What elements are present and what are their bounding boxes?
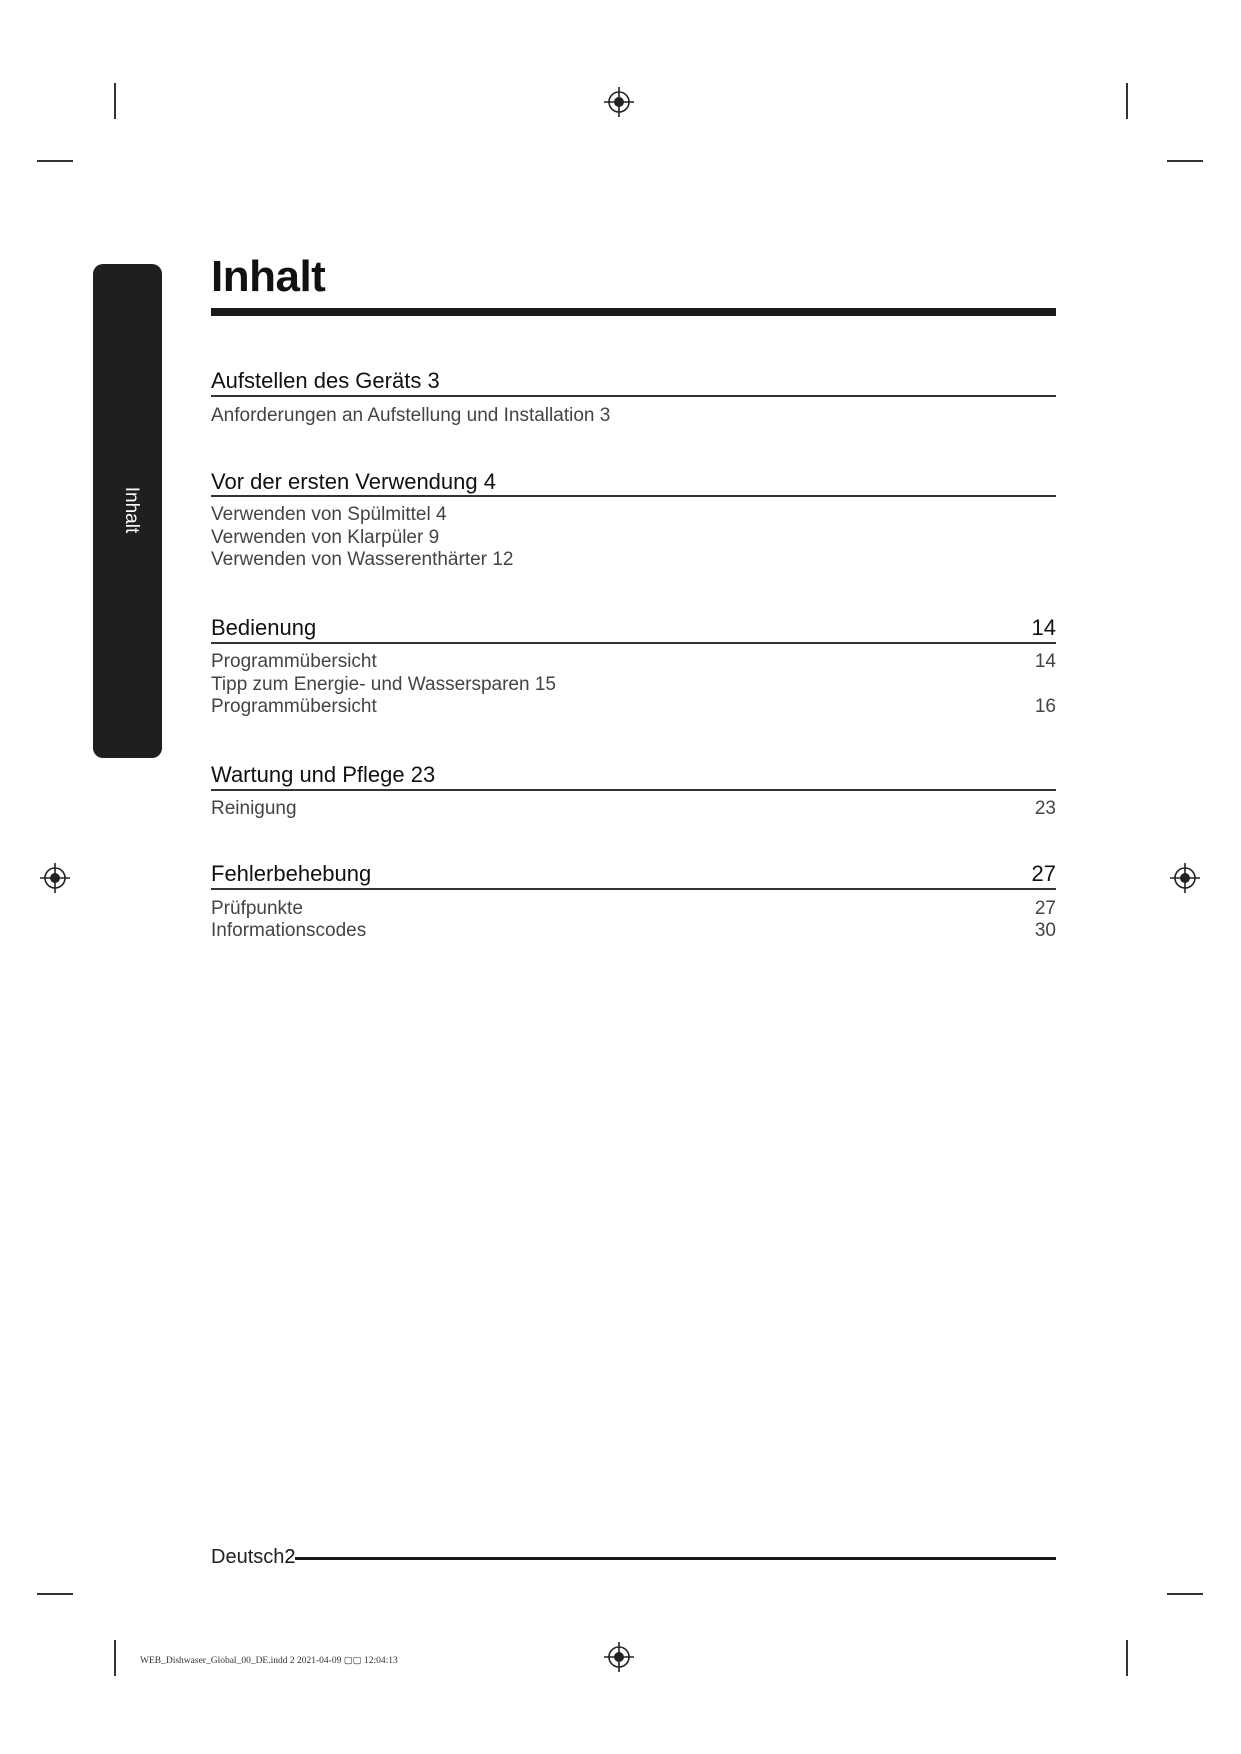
registration-mark-icon: [604, 87, 634, 117]
toc-section-heading[interactable]: [211, 368, 1056, 394]
toc-entry-title: Prüfpunkte: [211, 898, 303, 919]
page-footer: [211, 1546, 296, 1569]
toc-section-page: 27: [1031, 861, 1056, 886]
print-slug: WEB_Dishwaser_Global_00_DE.indd 2 2021-04-09 ▢▢ 12:04:13: [140, 1656, 398, 1666]
title-rule: [211, 308, 1056, 316]
crop-mark: [37, 1593, 73, 1595]
toc-entry-page: 23: [1034, 798, 1056, 819]
toc-entry-title: Programmübersicht: [211, 651, 377, 672]
toc-entry-title: Anforderungen an Aufstellung und Installation 3: [211, 405, 611, 426]
crop-mark: [114, 83, 116, 119]
section-rule: [211, 789, 1056, 791]
toc-entry-title: Verwenden von Klarpüler 9: [211, 527, 440, 548]
crop-mark: [37, 160, 73, 162]
toc-entry[interactable]: [211, 898, 1056, 920]
toc-entry-page: 14: [1034, 651, 1056, 672]
toc-entry-page: 16: [1034, 696, 1056, 717]
toc-entry-title: Reinigung: [211, 798, 297, 819]
toc-section-heading[interactable]: [211, 762, 1056, 788]
toc-entry-title: Tipp zum Energie- und Wassersparen 15: [211, 674, 556, 695]
crop-mark: [1126, 83, 1128, 119]
footer-page-number: 2: [284, 1546, 296, 1568]
toc-entry[interactable]: [211, 920, 1056, 942]
toc-entry[interactable]: [211, 527, 1056, 549]
toc-entry-page: 27: [1034, 898, 1056, 919]
crop-mark: [1167, 160, 1203, 162]
toc-section-page: 14: [1031, 615, 1056, 640]
crop-mark: [1167, 1593, 1203, 1595]
toc-entry-title: Verwenden von Wasserenthärter 12: [211, 549, 514, 570]
side-tab-label: Inhalt: [121, 486, 142, 534]
toc-entry-title: Programmübersicht: [211, 696, 377, 717]
toc-section-title: Bedienung: [211, 615, 317, 640]
section-rule: [211, 642, 1056, 644]
toc-section-heading[interactable]: [211, 469, 1056, 495]
toc-entry[interactable]: [211, 651, 1056, 673]
section-rule: [211, 395, 1056, 397]
toc-section-title: Vor der ersten Verwendung 4: [211, 469, 496, 494]
crop-mark: [114, 1640, 116, 1676]
toc-section-heading[interactable]: [211, 861, 1056, 887]
footer-rule: [295, 1557, 1056, 1560]
toc-entry-title: Informationscodes: [211, 920, 367, 941]
toc-section-title: Aufstellen des Geräts 3: [211, 368, 440, 393]
page-title: Inhalt: [211, 252, 326, 301]
section-rule: [211, 888, 1056, 890]
toc-section-title: Wartung und Pflege 23: [211, 762, 436, 787]
toc-entry[interactable]: [211, 504, 1056, 526]
toc-entry[interactable]: [211, 696, 1056, 718]
section-rule: [211, 495, 1056, 497]
toc-section-heading[interactable]: [211, 615, 1056, 641]
toc-entry-page: 30: [1034, 920, 1056, 941]
toc-entry[interactable]: [211, 674, 1056, 696]
footer-language: Deutsch: [211, 1546, 285, 1568]
registration-mark-icon: [40, 863, 70, 893]
toc-section-title: Fehlerbehebung: [211, 861, 372, 886]
toc-entry[interactable]: [211, 798, 1056, 820]
toc-entry[interactable]: [211, 405, 1056, 427]
registration-mark-icon: [1170, 863, 1200, 893]
crop-mark: [1126, 1640, 1128, 1676]
registration-mark-icon: [604, 1642, 634, 1672]
toc-entry[interactable]: [211, 549, 1056, 571]
toc-entry-title: Verwenden von Spülmittel 4: [211, 504, 447, 525]
